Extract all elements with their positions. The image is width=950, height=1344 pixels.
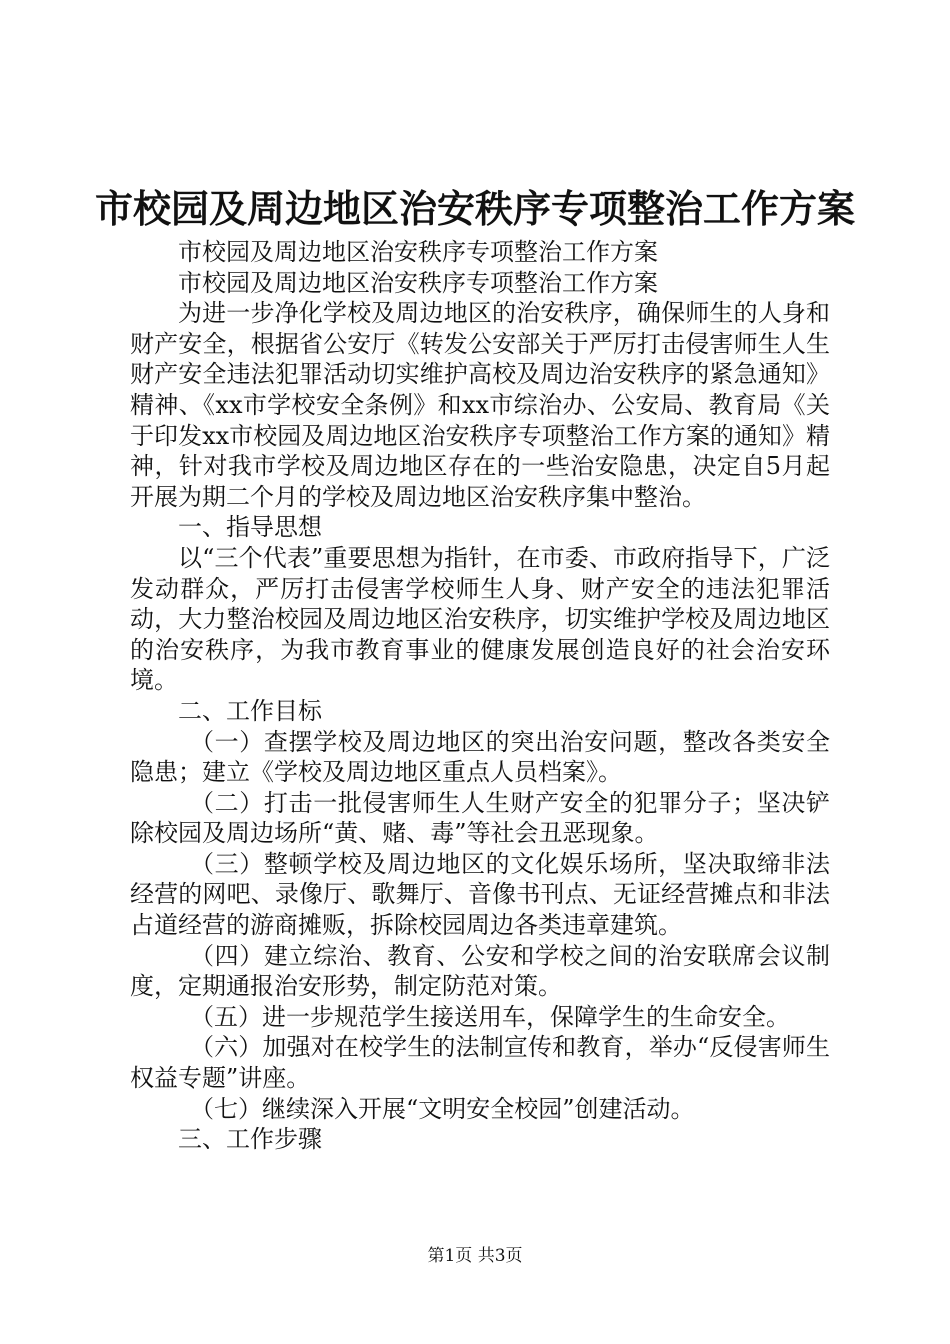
page-number: 第1页 共3页 [427, 1246, 523, 1266]
goal-item-5: （五）进一步规范学生接送用车，保障学生的生命安全。 [190, 1002, 790, 1031]
section-heading-3: 三、工作步骤 [178, 1125, 322, 1154]
goal-item-6: （六）加强对在校学生的法制宣传和教育，举办“反侵害师生权益专题”讲座。 [130, 1033, 830, 1093]
subtitle-line-2: 市校园及周边地区治安秩序专项整治工作方案 [178, 268, 658, 297]
section-paragraph-1: 以“三个代表”重要思想为指针，在市委、市政府指导下，广泛发动群众，严厉打击侵害学校师生人身、财产安全的违法犯罪活动，大力整治校园及周边地区治安秩序，切实维护学校及周边地区的治安秩序，为我市教育事业的健康发展创造良好的社会治安环境。 [130, 543, 830, 695]
goal-item-1: （一）查摆学校及周边地区的突出治安问题，整改各类安全隐患；建立《学校及周边地区重点人员档案》。 [130, 727, 830, 787]
goal-item-2: （二）打击一批侵害师生人生财产安全的犯罪分子；坚决铲除校园及周边场所“黄、赌、毒”等社会丑恶现象。 [130, 788, 830, 848]
section-heading-2: 二、工作目标 [178, 696, 322, 725]
goal-item-4: （四）建立综治、教育、公安和学校之间的治安联席会议制度，定期通报治安形势，制定防范对策。 [130, 941, 830, 1001]
goal-item-7: （七）继续深入开展“文明安全校园”创建活动。 [190, 1094, 695, 1123]
goal-item-3: （三）整顿学校及周边地区的文化娱乐场所，坚决取缔非法经营的网吧、录像厅、歌舞厅、音像书刊点、无证经营摊点和非法占道经营的游商摊贩，拆除校园周边各类违章建筑。 [130, 849, 830, 940]
document-body [130, 237, 830, 1155]
document-title: 市校园及周边地区治安秩序专项整治工作方案 [94, 186, 855, 231]
subtitle-line-1: 市校园及周边地区治安秩序专项整治工作方案 [178, 238, 658, 266]
intro-paragraph: 为进一步净化学校及周边地区的治安秩序，确保师生的人身和财产安全，根据省公安厅《转发公安部关于严厉打击侵害师生人生财产安全违法犯罪活动切实维护高校及周边治安秩序的紧急通知》精神、《xx市学校安全条例》和xx市综治办、公安局、教育局《关于印发xx市校园及周边地区治安秩序专项整治工作方案的通知》精神，针对我市学校及周边地区存在的一些治安隐患，决定自5月起开展为期二个月的学校及周边地区治安秩序集中整治。 [130, 299, 830, 511]
section-heading-1: 一、指导思想 [178, 513, 322, 542]
